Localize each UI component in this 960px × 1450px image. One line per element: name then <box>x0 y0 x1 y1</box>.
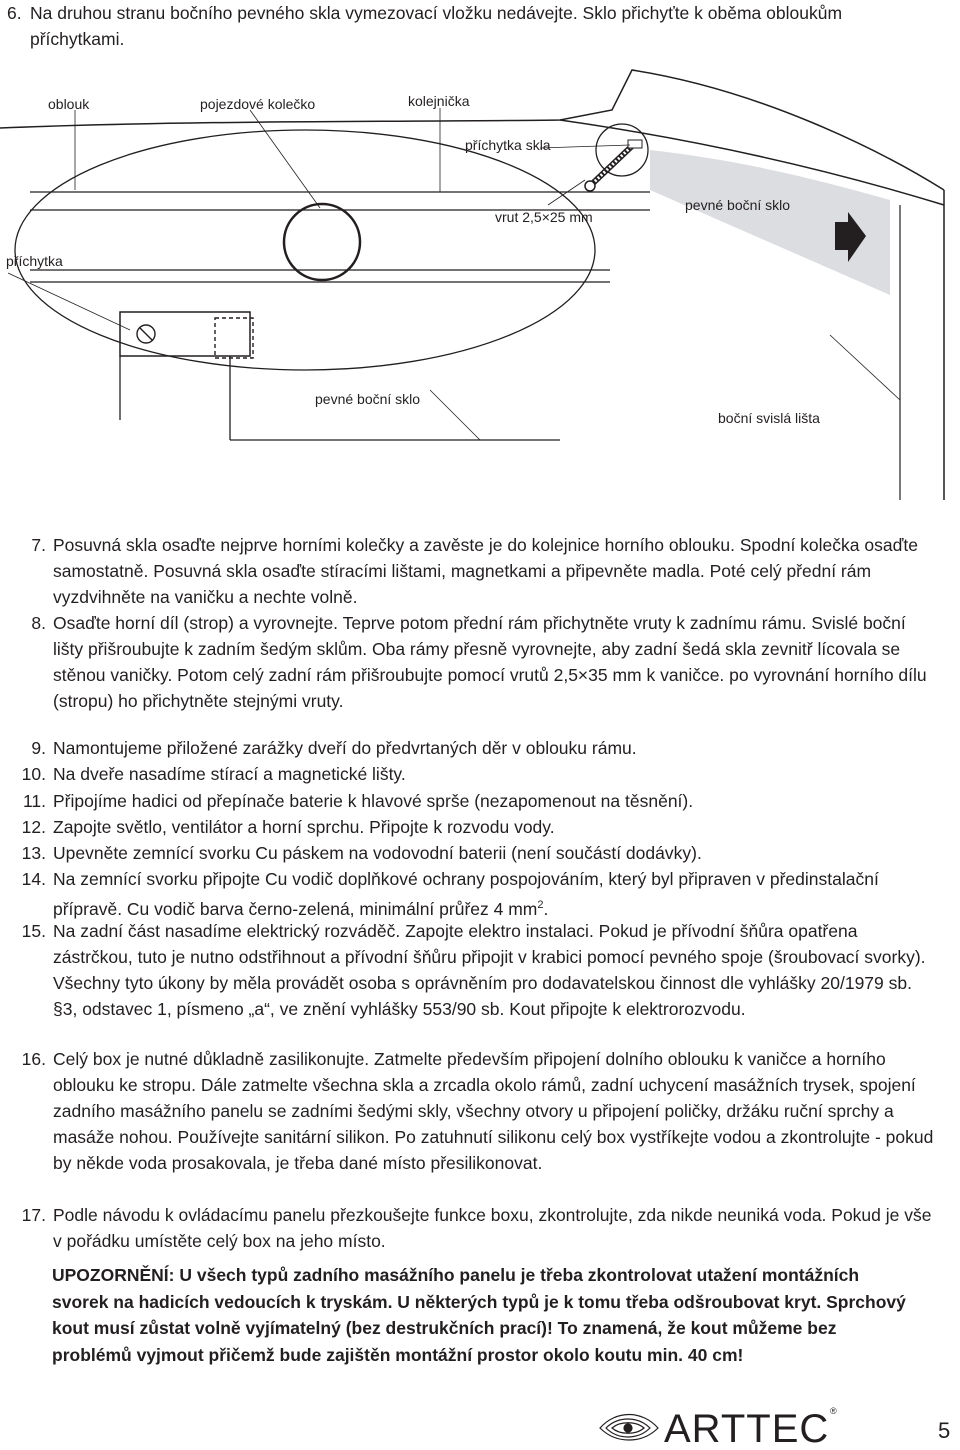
step-text: Osaďte horní díl (strop) a vyrovnejte. Teprve potom přední rám přichytněte vruty k zadnímu rámu. Svislé boční lišty přišroubujte k zadním šedým sklům. Oba rámy přesně vyrovnejte, aby zadní šedá skla zevnitř lícovala se stěnou vaničky. Potom celý zadní rám přišroubujte pomocí vrutů 2,5×35 mm k vaničce. po vyrovnání horního dílu (stropu) ho přichytněte stejnými vruty. <box>53 613 927 711</box>
label-kolejnicka: kolejnička <box>408 93 470 109</box>
label-prichytka-skla: příchytka skla <box>465 137 551 153</box>
step-number: 17. <box>21 1205 46 1225</box>
step-text: Zapojte světlo, ventilátor a horní sprchu. Připojte k rozvodu vody. <box>53 817 555 837</box>
label-prichytka: příchytka <box>6 253 63 269</box>
step-number: 15. <box>21 921 46 941</box>
step-text-main: Na zemnící svorku připojte Cu vodič doplňkové ochrany pospojováním, který byl připraven v předinstalační přípravě. Cu vodič barva černo-zelená, minimální průřez 4 mm <box>53 869 879 919</box>
arttec-logo <box>598 1402 848 1446</box>
step-text: Celý box je nutné důkladně zasilikonujte. Zatmelte především připojení dolního oblouku k vaničce a horního oblouku ke stropu. Dále zatmelte všechna skla a zrcadla okolo rámů, zadní uchycení masážních trysek, spojení zadního masážního panelu se zadními šedými skly, všechny otvory u připojení poličky, držáku ruční sprchy a masáže nohou. Používejte sanitární silikon. Po zatuhnutí silikonu celý box vystříkejte vodou a zkontrolujte - pokud by někde voda prosakovala, je třeba dané místo přesilikonovat. <box>53 1049 934 1173</box>
step-text-tail: . <box>543 898 549 919</box>
label-bocni-svisla-lista: boční svislá lišta <box>718 410 820 426</box>
step-text: Na druhou stranu bočního pevného skla vymezovací vložku nedávejte. Sklo přichyťte k oběma obloukům příchytkami. <box>30 3 843 49</box>
step-text <box>53 866 940 922</box>
label-pevne-bocni-sklo-bottom: pevné boční sklo <box>315 391 421 407</box>
step-text: Upevněte zemnící svorku Cu páskem na vodovodní baterii (není součástí dodávky). <box>53 843 702 863</box>
step-text: Posuvná skla osaďte nejprve horními kolečky a zavěste je do kolejnice horního oblouku. Spodní kolečka osaďte samostatně. Posuvná skla osaďte stíracími lištami, magnetkami a připevněte madla. Poté celý přední rám vyzdvihněte na vaničku a nechte volně. <box>53 535 918 607</box>
step-text: Podle návodu k ovládacímu panelu přezkoušejte funkce boxu, zkontrolujte, zda nikde neuniká voda. Pokud je vše v pořádku umístěte celý box na jeho místo. <box>53 1205 932 1251</box>
step-number: 7. <box>31 535 46 555</box>
page-number: 5 <box>938 1418 951 1443</box>
step-number: 11. <box>22 791 46 811</box>
eye-icon <box>600 1415 658 1441</box>
warning-text: UPOZORNĚNÍ: U všech typů zadního masážního panelu je třeba zkontrolovat utažení montážních svorek na hadicích vedoucích k tryskám. U některých typů je k tomu třeba odšroubovat kryt. Sprchový kout musí zůstat volně vyjímatelný (bez destrukčních prací)! To znamená, že kout můžeme bez problémů vyjmout přičemž bude zajištěn montážní prostor okolo koutu min. 40 cm! <box>52 1265 906 1365</box>
step-number: 16. <box>21 1049 46 1069</box>
step-text: Na zadní část nasadíme elektrický rozváděč. Zapojte elektro instalaci. Pokud je přívodní šňůra opatřena zástrčkou, tuto je nutno odstřihnout a přívodní šňůru připojit v krabici pomocí pevného spoje (šroubovací svorky). Všechny tyto úkony by měla provádět osoba s oprávněním pro dodavatelskou činnost dle vyhlášky 20/1979 sb. §3, odstavec 1, písmeno „a“, ve znění vyhlášky 553/90 sb. Kout připojte k elektrorozvodu. <box>53 921 926 1019</box>
assembly-diagram <box>0 62 960 502</box>
step-number: 6. <box>7 3 22 23</box>
step-number: 8. <box>31 613 46 633</box>
step-text: Připojíme hadici od přepínače baterie k hlavové sprše (nezapomenout na těsnění). <box>53 791 694 811</box>
step-text: Namontujeme přiložené zarážky dveří do předvrtaných děr v oblouku rámu. <box>53 738 637 758</box>
label-pojezdove-kolecko: pojezdové kolečko <box>200 96 316 112</box>
screw-icon <box>585 146 632 191</box>
label-vrut: vrut 2,5×25 mm <box>495 209 593 225</box>
step-number: 12. <box>21 817 46 837</box>
label-oblouk: oblouk <box>48 96 90 112</box>
step-number: 9. <box>31 738 46 758</box>
registered-mark: ® <box>830 1406 837 1416</box>
label-pevne-bocni-sklo-right: pevné boční sklo <box>685 197 791 213</box>
step-number: 14. <box>21 869 46 889</box>
step-text: Na dveře nasadíme stírací a magnetické lišty. <box>53 764 406 784</box>
step-number: 10. <box>21 764 46 784</box>
step-number: 13. <box>21 843 46 863</box>
logo-text: ARTTEC <box>664 1407 830 1446</box>
superscript: 2 <box>537 899 544 911</box>
